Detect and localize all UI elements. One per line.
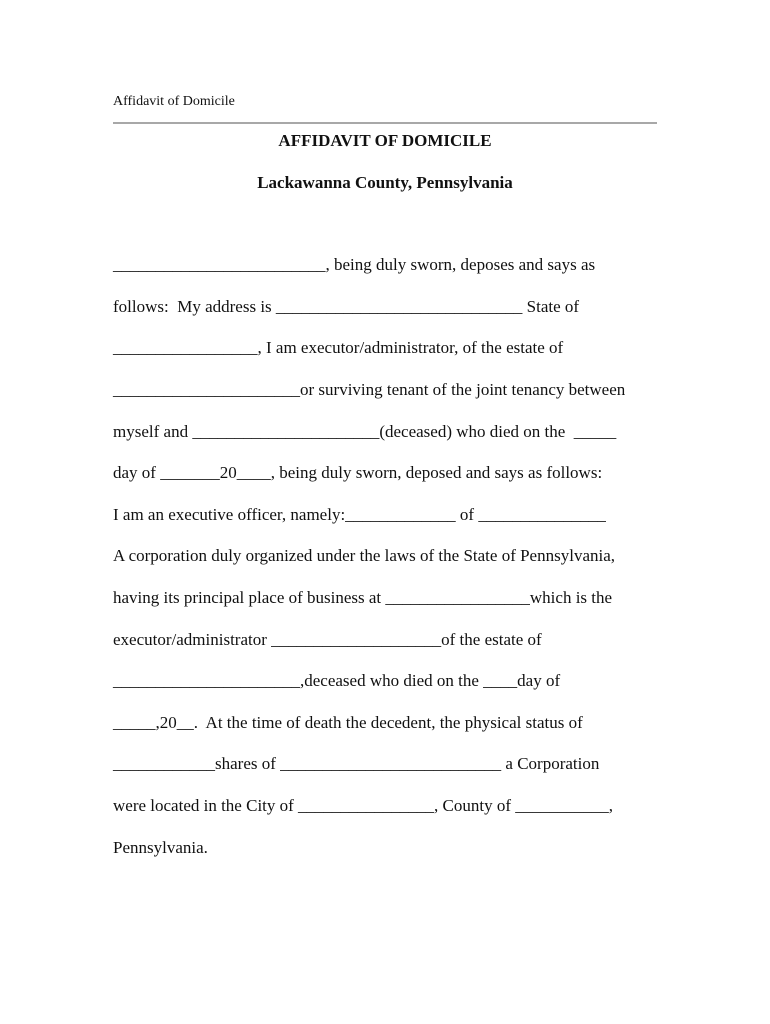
body-line-3: _________________, I am executor/administrator, of the estate of <box>113 338 564 357</box>
body-line-14: were located in the City of ________________, County of ___________, <box>113 796 614 815</box>
body-line-6: day of _______20____, being duly sworn, deposed and says as follows: <box>113 463 603 482</box>
document-subtitle: Lackawanna County, Pennsylvania <box>257 173 513 192</box>
body-line-11: ______________________,deceased who died on the ____day of <box>113 671 561 690</box>
document-title: AFFIDAVIT OF DOMICILE <box>278 131 492 150</box>
body-line-5: myself and ______________________(deceased) who died on the _____ <box>113 422 617 441</box>
body-line-2: follows: My address is _____________________________ State of <box>113 297 580 316</box>
body-line-15: Pennsylvania. <box>113 838 208 857</box>
body-line-12: _____,20__. At the time of death the decedent, the physical status of <box>113 713 583 732</box>
body-line-9: having its principal place of business at _________________which is the <box>113 588 613 607</box>
header-divider <box>113 122 657 124</box>
running-header: Affidavit of Domicile <box>113 94 235 109</box>
body-line-1: _________________________, being duly sworn, deposes and says as <box>113 255 596 274</box>
body-line-7: I am an executive officer, namely:_____________ of _______________ <box>113 505 606 524</box>
body-line-10: executor/administrator ____________________of the estate of <box>113 630 542 649</box>
body-line-13: ____________shares of __________________________ a Corporation <box>113 754 600 773</box>
body-line-4: ______________________or surviving tenant of the joint tenancy between <box>113 380 626 399</box>
body-line-8: A corporation duly organized under the laws of the State of Pennsylvania, <box>113 546 616 565</box>
